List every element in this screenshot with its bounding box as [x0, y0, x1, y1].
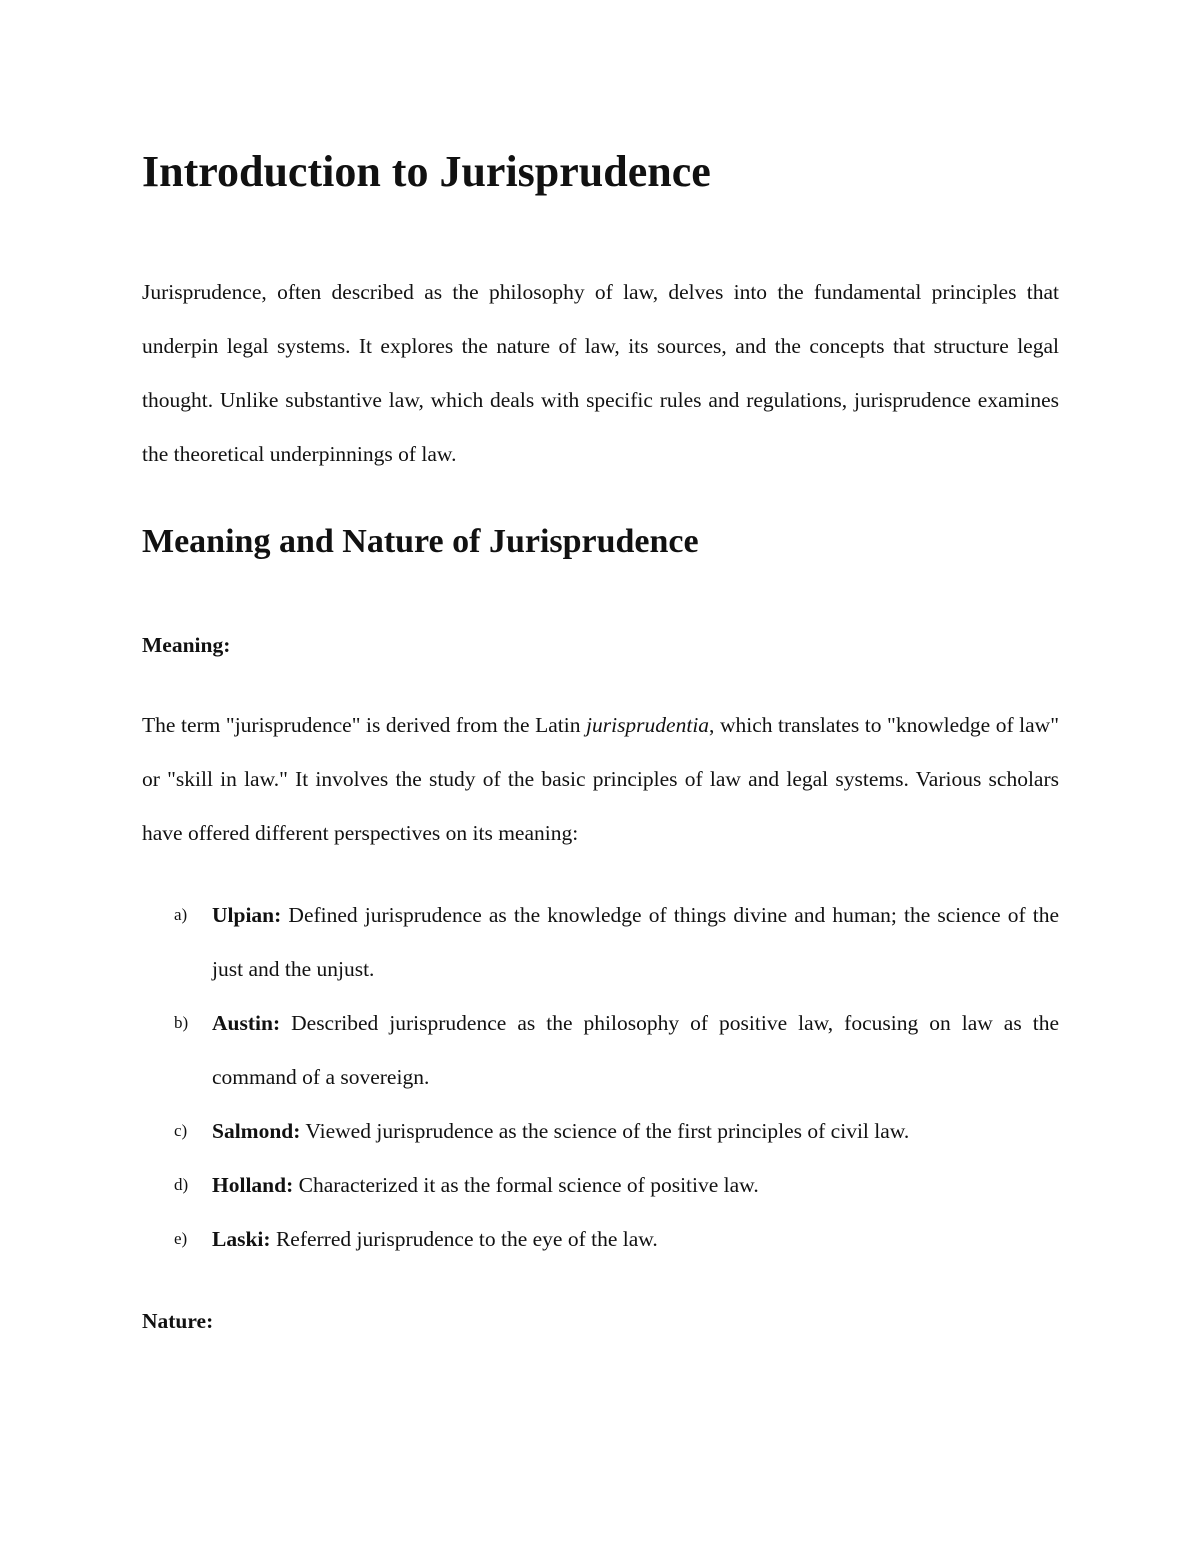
scholar-name: Laski:	[212, 1227, 271, 1251]
list-item	[142, 1104, 1059, 1158]
list-item	[142, 1158, 1059, 1212]
list-marker: e)	[174, 1229, 188, 1248]
scholar-definition: Characterized it as the formal science of positive law.	[293, 1173, 759, 1197]
scholar-name: Ulpian:	[212, 903, 282, 927]
meaning-text-before: The term "jurisprudence" is derived from the Latin	[142, 713, 586, 737]
list-item	[142, 1212, 1059, 1266]
scholar-definition: Viewed jurisprudence as the science of the first principles of civil law.	[300, 1119, 910, 1143]
scholar-definition: Referred jurisprudence to the eye of the law.	[270, 1227, 658, 1251]
nature-label: Nature:	[142, 1309, 214, 1333]
scholar-definition: Described jurisprudence as the philosophy of positive law, focusing on law as the command of a sovereign.	[212, 1011, 1059, 1089]
document-page	[142, 0, 1059, 1553]
list-marker: a)	[174, 905, 188, 924]
scholar-name: Austin:	[212, 1011, 281, 1035]
intro-paragraph: Jurisprudence, often described as the philosophy of law, delves into the fundamental principles that underpin legal systems. It explores the nature of law, its sources, and the concepts that structure legal thought. Unlike substantive law, which deals with specific rules and regulations, jurisprudence examines the theoretical underpinnings of law.	[142, 280, 1059, 466]
list-marker: b)	[174, 1013, 189, 1032]
latin-term: jurisprudentia	[586, 713, 710, 737]
section-heading: Meaning and Nature of Jurisprudence	[142, 523, 699, 560]
list-marker: c)	[174, 1121, 188, 1140]
meaning-text-after: , which translates to "knowledge of law" or "skill in law." It involves the study of the basic principles of law and legal systems. Various scholars have offered different perspectives on its meaning:	[142, 713, 1059, 845]
meaning-label: Meaning:	[142, 633, 231, 657]
scholar-definition: Defined jurisprudence as the knowledge of things divine and human; the science of the just and the unjust.	[212, 903, 1059, 981]
list-item	[142, 888, 1059, 996]
meaning-paragraph	[142, 698, 1059, 860]
scholar-name: Salmond:	[212, 1119, 301, 1143]
list-marker: d)	[174, 1175, 189, 1194]
scholar-name: Holland:	[212, 1173, 294, 1197]
document-title: Introduction to Jurisprudence	[142, 147, 711, 196]
list-item	[142, 996, 1059, 1104]
scholar-list	[142, 888, 1059, 1266]
